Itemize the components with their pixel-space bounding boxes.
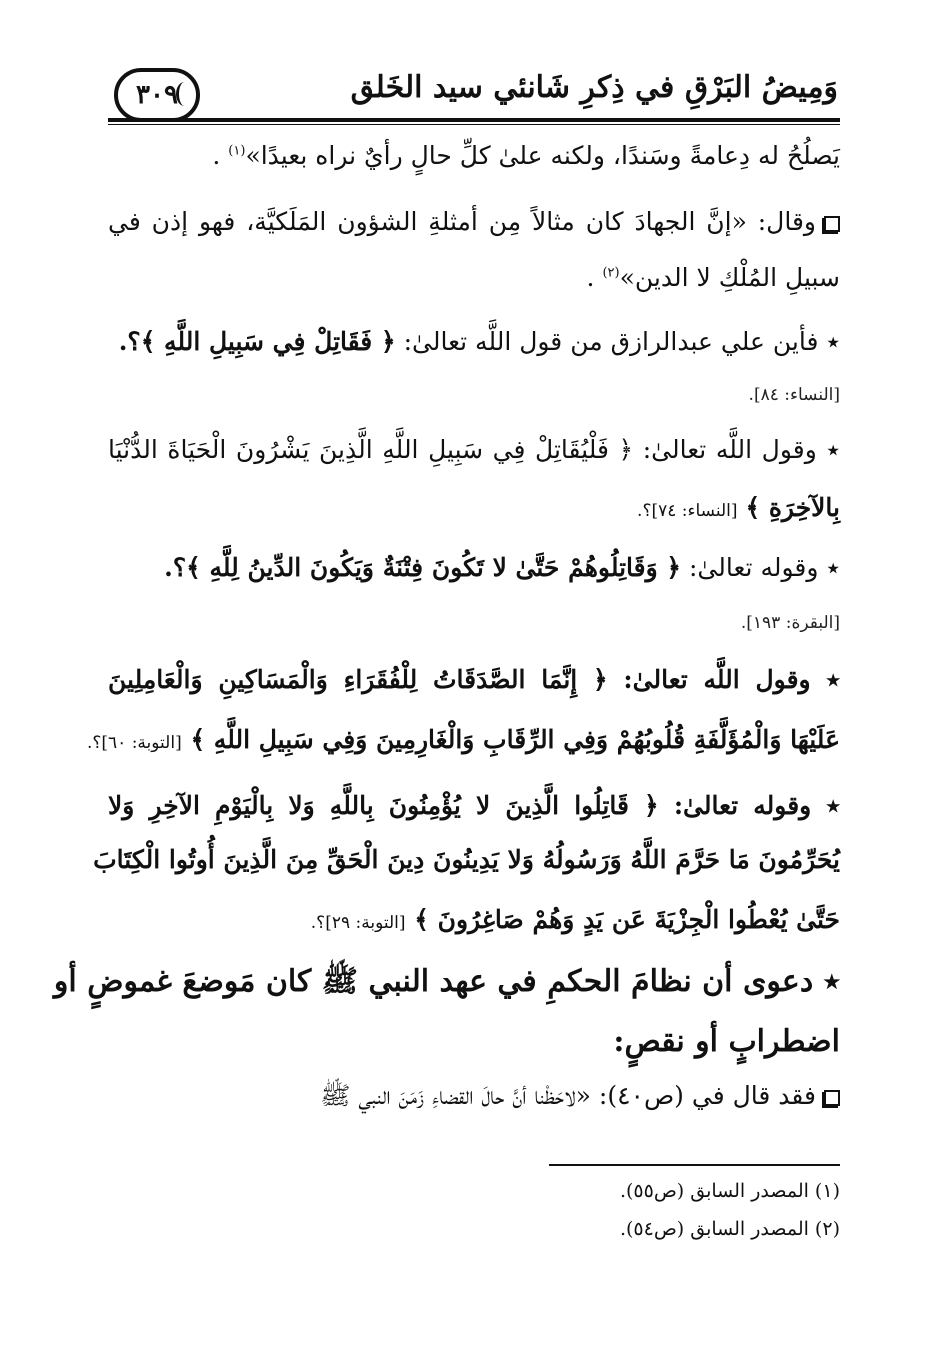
text-line-1: يَصلُحُ له دِعامةً وسَندًا، ولكنه علىٰ كلِّ حالٍ رأيٌ نراه بعيدًا»$^{(١)}$ . [212,141,840,170]
verse-reference: [التوبة: ٢٩]؟. [310,913,406,933]
running-title: وَمِيضُ البَرْقِ في ذِكرِ شَانئي سيد الخَلق [350,70,838,105]
text-line-9: عَلَيْهَا وَالْمُؤَلَّفَةِ قُلُوبُهُمْ وَفِي الرِّقَابِ وَالْغَارِمِينَ وَفِي سَبِيلِ اللَّهِ ﴾ [التوبة: ٦٠]؟. [86,725,840,754]
verse-reference: [النساء: ٨٤]. [748,385,840,405]
footnote-rule [549,1164,840,1166]
footnote-marker-2: (٢) [602,265,620,281]
text-line-13: فقد قال في (ص٤٠): «لاحَظْنا أنَّ حالَ القضاءِ زَمَنَ النبي ﷺ [108,1080,840,1113]
text-line-6: بِالآخِرَةِ ﴾ [النساء: ٧٤]؟. [637,493,840,522]
page-number: ٣٠٩ [114,68,200,122]
square-bullet-icon [824,1090,840,1106]
section-heading-cont: اضطرابٍ أو نقصٍ: [613,1024,840,1059]
quran-verse: ﴿ وَقَاتِلُوهُمْ حَتَّىٰ لا تَكُونَ فِتْنَةٌ وَيَكُونَ الدِّينُ لِلَّهِ ﴾؟. [164,553,682,582]
footnote-2: (٢) المصدر السابق (ص٥٤). [619,1218,840,1240]
header-rule [108,118,840,122]
text-line-8: ٭ وقول اللَّه تعالىٰ: ﴿ إِنَّمَا الصَّدَقَاتُ لِلْفُقَرَاءِ وَالْمَسَاكِينِ وَالْعَامِلِينَ [108,665,840,694]
text-line-4: ٭ فأين علي عبدالرازق من قول اللَّه تعالىٰ: ﴿ فَقَاتِلْ فِي سَبِيلِ اللَّهِ ﴾؟. [118,327,840,356]
square-bullet-icon [824,216,840,232]
text-line-2: وقال: «إنَّ الجهادَ كان مثالاً مِن أمثلةِ الشؤون المَلَكيَّة، فهو إذن في [108,206,840,239]
section-heading: ٭ دعوى أن نظامَ الحكمِ في عهد النبي ﷺ كان مَوضعَ غموضٍ أو [53,964,840,999]
footnote-1: (١) المصدر السابق (ص٥٥). [619,1180,840,1202]
quran-verse: ﴿ فَقَاتِلْ فِي سَبِيلِ اللَّهِ ﴾؟. [118,327,396,356]
text-line-5: ٭ وقول اللَّه تعالىٰ: ﴿ فَلْيُقَاتِلْ فِي سَبِيلِ اللَّهِ الَّذِينَ يَشْرُونَ الْحَيَاةَ الدُّنْيَا [108,435,840,464]
text-line-11: يُحَرِّمُونَ مَا حَرَّمَ اللَّهُ وَرَسُولُهُ وَلا يَدِينُونَ دِينَ الْحَقِّ مِنَ الَّذِينَ أُوتُوا الْكِتَابَ [93,845,840,874]
text-line-10: ٭ وقوله تعالىٰ: ﴿ قَاتِلُوا الَّذِينَ لا يُؤْمِنُونَ بِاللَّهِ وَلا بِالْيَوْمِ الآخِرِ وَلا [108,791,840,820]
text-line-3: سبيلِ المُلْكِ لا الدين»$^{(٢)}$ . [586,263,840,292]
text-line-12: حَتَّىٰ يُعْطُوا الْجِزْيَةَ عَن يَدٍ وَهُمْ صَاغِرُونَ ﴾ [التوبة: ٢٩]؟. [310,905,840,934]
page-header [108,52,838,122]
verse-reference: [التوبة: ٦٠]؟. [86,733,182,753]
text-line-7: ٭ وقوله تعالىٰ: ﴿ وَقَاتِلُوهُمْ حَتَّىٰ لا تَكُونَ فِتْنَةٌ وَيَكُونَ الدِّينُ لِلَّهِ ﴾؟. [164,553,840,582]
verse-reference: [النساء: ٧٤]؟. [637,501,738,521]
verse-reference: [البقرة: ١٩٣]. [740,613,840,633]
footnote-marker-1: (١) [228,143,246,159]
